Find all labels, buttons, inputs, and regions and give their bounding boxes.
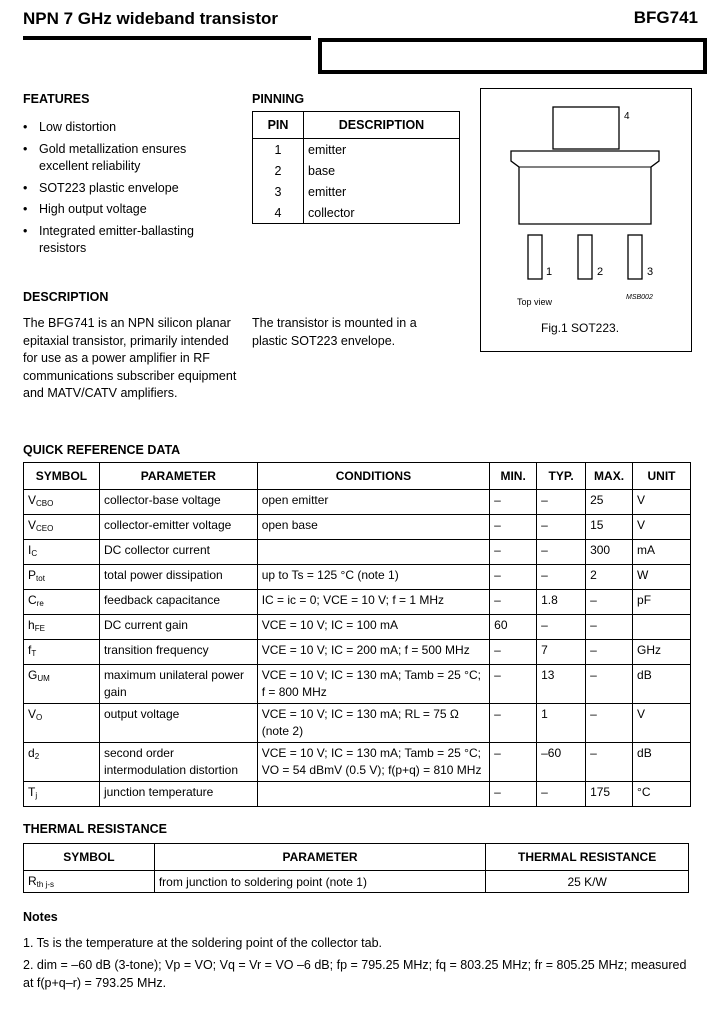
parameter-cell: from junction to soldering point (note 1) (154, 871, 485, 893)
parameter-cell: output voltage (99, 704, 257, 743)
lead-3 (628, 235, 642, 279)
unit-cell: mA (633, 540, 691, 565)
table-row (24, 540, 691, 565)
table-row (24, 565, 691, 590)
min-cell: – (490, 704, 537, 743)
conditions-cell: open base (257, 515, 489, 540)
conditions-cell: VCE = 10 V; IC = 200 mA; f = 500 MHz (257, 640, 489, 665)
sot223-package-drawing (481, 89, 690, 350)
table-row (24, 490, 691, 515)
symbol-letter: d (28, 746, 35, 760)
symbol-cell (24, 782, 100, 807)
feature-item: • SOT223 plastic envelope (23, 180, 233, 198)
symbol-letter: G (28, 668, 38, 682)
table-row (24, 871, 689, 893)
symbol-subscript: tot (36, 574, 45, 583)
feature-item: • Integrated emitter-ballasting resistors (23, 223, 233, 258)
symbol-subscript: T (31, 649, 37, 658)
pin-number: 3 (253, 181, 304, 202)
max-col-header: MAX. (586, 463, 633, 490)
symbol-letter: I (28, 543, 32, 557)
typ-cell: 13 (537, 665, 586, 704)
parameter-cell: collector-emitter voltage (99, 515, 257, 540)
package-body (511, 151, 659, 224)
max-cell: 300 (586, 540, 633, 565)
pinning-heading: PINNING (252, 92, 305, 106)
description-heading: DESCRIPTION (23, 290, 109, 304)
collector-tab (553, 107, 619, 149)
note-1: 1. Ts is the temperature at the soldering point of the collector tab. (23, 936, 383, 950)
unit-cell: pF (633, 590, 691, 615)
unit-cell: GHz (633, 640, 691, 665)
conditions-cell: open emitter (257, 490, 489, 515)
sot223-figure (480, 88, 692, 352)
description-text-2: The transistor is mounted in a plastic SOT223 envelope. (252, 316, 417, 348)
parameter-cell: feedback capacitance (99, 590, 257, 615)
pin-label-1: 1 (546, 266, 553, 278)
features-list (23, 119, 233, 262)
typ-cell: – (537, 615, 586, 640)
symbol-cell (24, 665, 100, 704)
symbol-cell (24, 871, 155, 893)
parameter-cell: DC collector current (99, 540, 257, 565)
typ-cell: 1.8 (537, 590, 586, 615)
conditions-col-header: CONDITIONS (257, 463, 489, 490)
min-cell: – (490, 490, 537, 515)
symbol-cell (24, 515, 100, 540)
conditions-cell: VCE = 10 V; IC = 130 mA; RL = 75 Ω (note 2) (257, 704, 489, 743)
parameter-cell: junction temperature (99, 782, 257, 807)
symbol-letter: R (28, 874, 37, 888)
symbol-col-header: SYMBOL (24, 463, 100, 490)
pin-number: 2 (253, 160, 304, 181)
typ-cell: – (537, 490, 586, 515)
unit-col-header: UNIT (633, 463, 691, 490)
table-row (24, 640, 691, 665)
top-view-label: Top view (517, 297, 553, 307)
symbol-subscript: O (36, 713, 43, 722)
parameter-cell: transition frequency (99, 640, 257, 665)
parameter-cell: collector-base voltage (99, 490, 257, 515)
min-cell: – (490, 782, 537, 807)
min-cell: – (490, 665, 537, 704)
symbol-letter: C (28, 593, 37, 607)
symbol-subscript: th j-s (36, 880, 55, 889)
conditions-cell: VCE = 10 V; IC = 130 mA; Tamb = 25 °C; VO = 54 dBmV (0.5 V); f(p+q) = 810 MHz (257, 743, 489, 782)
table-row (24, 782, 691, 807)
lead-1 (528, 235, 542, 279)
feature-item: • Gold metallization ensures excellent reliability (23, 141, 233, 176)
table-row (253, 181, 460, 202)
description-col-header: DESCRIPTION (304, 112, 460, 139)
symbol-subscript: re (36, 599, 44, 608)
quick-reference-table (23, 462, 691, 807)
max-cell: 15 (586, 515, 633, 540)
pin-description: emitter (304, 181, 460, 202)
conditions-cell: VCE = 10 V; IC = 130 mA; Tamb = 25 °C; f = 800 MHz (257, 665, 489, 704)
conditions-cell: VCE = 10 V; IC = 100 mA (257, 615, 489, 640)
pin-description: base (304, 160, 460, 181)
symbol-subscript: UM (37, 674, 50, 683)
table-row (253, 202, 460, 224)
unit-cell: °C (633, 782, 691, 807)
typ-cell: – (537, 782, 586, 807)
conditions-cell (257, 540, 489, 565)
unit-cell (633, 615, 691, 640)
typ-cell: – (537, 565, 586, 590)
max-cell: – (586, 615, 633, 640)
header-box (318, 38, 707, 74)
symbol-cell (24, 490, 100, 515)
description-text-1: The BFG741 is an NPN silicon planar epitaxial transistor, primarily intended for use as a power amplifier in RF communications subscriber equipment and MATV/CATV amplifiers. (23, 316, 237, 400)
symbol-letter: V (28, 493, 37, 507)
features-heading: FEATURES (23, 92, 90, 106)
symbol-cell (24, 565, 100, 590)
pinning-table (252, 111, 460, 224)
symbol-subscript: CBO (36, 499, 54, 508)
max-cell: – (586, 590, 633, 615)
pin-number: 4 (253, 202, 304, 224)
conditions-cell (257, 782, 489, 807)
table-row (24, 590, 691, 615)
unit-cell: V (633, 490, 691, 515)
unit-cell: V (633, 515, 691, 540)
min-cell: – (490, 590, 537, 615)
typ-cell: – (537, 515, 586, 540)
parameter-cell: DC current gain (99, 615, 257, 640)
typ-cell: – (537, 540, 586, 565)
symbol-subscript: 2 (34, 752, 40, 761)
table-row (24, 515, 691, 540)
figure-caption: Fig.1 SOT223. (541, 321, 620, 335)
max-cell: – (586, 665, 633, 704)
pin-label-4: 4 (624, 111, 630, 122)
typ-cell: 7 (537, 640, 586, 665)
max-cell: 175 (586, 782, 633, 807)
symbol-letter: h (28, 618, 35, 632)
unit-cell: W (633, 565, 691, 590)
max-cell: – (586, 743, 633, 782)
typ-cell: –60 (537, 743, 586, 782)
quick-reference-rows (24, 490, 691, 807)
table-row (253, 139, 460, 161)
symbol-cell (24, 704, 100, 743)
notes-heading: Notes (23, 910, 58, 924)
parameter-col-header: PARAMETER (99, 463, 257, 490)
table-row (24, 704, 691, 743)
feature-item: • Low distortion (23, 119, 233, 137)
symbol-subscript: CEO (36, 524, 54, 533)
pin-label-2: 2 (597, 266, 604, 278)
min-cell: – (490, 515, 537, 540)
parameter-cell: total power dissipation (99, 565, 257, 590)
lead-2 (578, 235, 592, 279)
max-cell: – (586, 704, 633, 743)
feature-item: • High output voltage (23, 201, 233, 219)
max-cell: 25 (586, 490, 633, 515)
symbol-letter: V (28, 707, 37, 721)
min-cell: 60 (490, 615, 537, 640)
symbol-subscript: FE (34, 624, 45, 633)
unit-cell: V (633, 704, 691, 743)
max-cell: 2 (586, 565, 633, 590)
note-2: 2. dim = –60 dB (3-tone); Vp = VO; Vq = Vr = VO –6 dB; fp = 795.25 MHz; fq = 803.25 MHz; fr = 805.25 MHz; measured at f(p+q–r) = 793.25 MHz. (23, 958, 687, 990)
symbol-cell (24, 615, 100, 640)
unit-cell: dB (633, 665, 691, 704)
min-cell: – (490, 743, 537, 782)
table-row (253, 160, 460, 181)
min-cell: – (490, 565, 537, 590)
symbol-letter: P (28, 568, 37, 582)
drawing-code: MSB002 (626, 294, 653, 301)
unit-cell: dB (633, 743, 691, 782)
typ-cell: 1 (537, 704, 586, 743)
symbol-cell (24, 540, 100, 565)
page-title: NPN 7 GHz wideband transistor (23, 9, 279, 28)
symbol-col-header: SYMBOL (24, 844, 155, 871)
table-row (24, 743, 691, 782)
conditions-cell: IC = ic = 0; VCE = 10 V; f = 1 MHz (257, 590, 489, 615)
value-cell: 25 K/W (486, 871, 689, 893)
pin-number: 1 (253, 139, 304, 161)
min-cell: – (490, 640, 537, 665)
parameter-cell: second order intermodulation distortion (99, 743, 257, 782)
typ-col-header: TYP. (537, 463, 586, 490)
pin-label-3: 3 (647, 266, 654, 278)
conditions-cell: up to Ts = 125 °C (note 1) (257, 565, 489, 590)
pin-description: collector (304, 202, 460, 224)
pin-description: emitter (304, 139, 460, 161)
table-row (24, 665, 691, 704)
max-cell: – (586, 640, 633, 665)
min-cell: – (490, 540, 537, 565)
part-number: BFG741 (633, 8, 698, 27)
symbol-letter: V (28, 518, 37, 532)
symbol-cell (24, 640, 100, 665)
thermal-table (23, 843, 689, 893)
parameter-cell: maximum unilateral power gain (99, 665, 257, 704)
symbol-cell (24, 590, 100, 615)
symbol-letter: T (28, 785, 36, 799)
thermal-resistance-col-header: THERMAL RESISTANCE (486, 844, 689, 871)
symbol-subscript: C (31, 549, 38, 558)
header-rule (23, 36, 311, 40)
symbol-letter: f (28, 643, 32, 657)
symbol-cell (24, 743, 100, 782)
parameter-col-header: PARAMETER (154, 844, 485, 871)
quick-reference-heading: QUICK REFERENCE DATA (23, 443, 181, 457)
pin-col-header: PIN (253, 112, 304, 139)
table-row (24, 615, 691, 640)
min-col-header: MIN. (490, 463, 537, 490)
symbol-subscript: j (35, 791, 38, 800)
thermal-heading: THERMAL RESISTANCE (23, 822, 167, 836)
